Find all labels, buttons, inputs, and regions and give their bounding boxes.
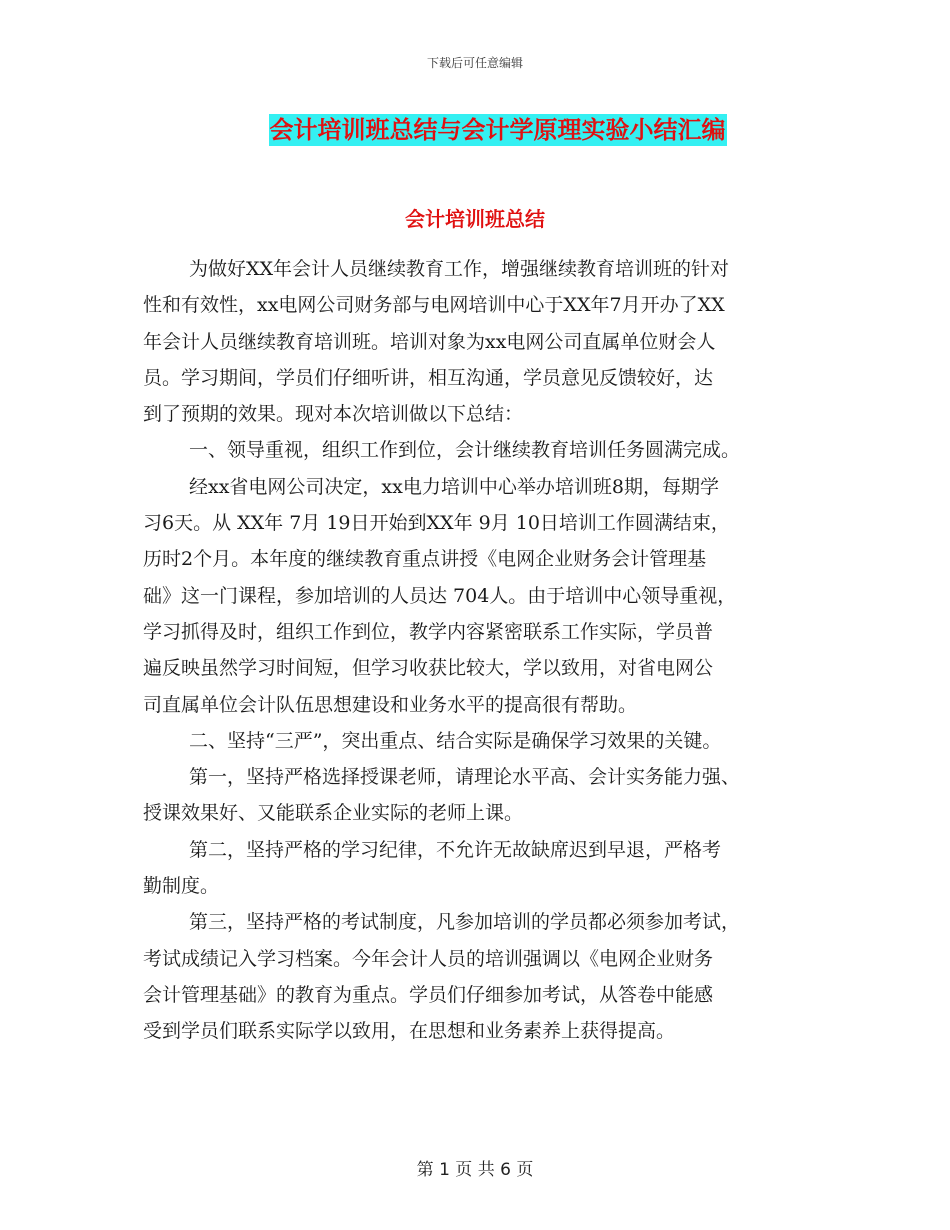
paragraph-line: 年会计人员继续教育培训班。培训对象为xx电网公司直属单位财会人 <box>143 330 716 353</box>
main-title-container <box>0 114 950 146</box>
page-footer: 第 1 页 共 6 页 <box>416 1160 534 1180</box>
paragraph-line: 历时2个月。本年度的继续教育重点讲授《电网企业财务会计管理基 <box>143 548 707 571</box>
paragraph-line: 一、领导重视，组织工作到位，会计继续教育培训任务圆满完成。 <box>189 439 741 462</box>
paragraph-line: 考试成绩记入学习档案。今年会计人员的培训强调以《电网企业财务 <box>143 947 714 970</box>
paragraph-line: 勤制度。 <box>143 875 220 898</box>
paragraph-line: 二、坚持“三严”，突出重点、结合实际是确保学习效果的关键。 <box>189 729 722 752</box>
paragraph-line: 础》这一门课程，参加培训的人员达 704人。由于培训中心领导重视， <box>143 584 737 607</box>
paragraph-line: 第二，坚持严格的学习纪律，不允许无故缺席迟到早退，严格考 <box>189 838 722 861</box>
paragraph-line: 会计管理基础》的教育为重点。学员们仔细参加考试，从答卷中能感 <box>143 983 714 1006</box>
paragraph-line: 授课效果好、又能联系企业实际的老师上课。 <box>143 802 524 825</box>
main-title: 会计培训班总结与会计学原理实验小结汇编 <box>269 116 726 144</box>
paragraph-line: 经xx省电网公司决定，xx电力培训中心举办培训班8期，每期学 <box>189 475 719 498</box>
paragraph-line: 为做好XX年会计人员继续教育工作，增强继续教育培训班的针对 <box>189 258 730 280</box>
paragraph-line: 第一，坚持严格选择授课老师，请理论水平高、会计实务能力强、 <box>189 766 741 789</box>
paragraph-line: 第三，坚持严格的考试制度，凡参加培训的学员都必须参加考试， <box>189 911 741 934</box>
paragraph-line: 到了预期的效果。现对本次培训做以下总结： <box>143 403 524 426</box>
paragraph-line: 遍反映虽然学习时间短，但学习收获比较大，学以致用，对省电网公 <box>143 657 714 680</box>
paragraph-line: 员。学习期间，学员们仔细听讲，相互沟通，学员意见反馈较好，达 <box>143 366 714 389</box>
header-note: 下载后可任意编辑 <box>426 56 523 70</box>
paragraph-line: 习6天。从 XX年 7月 19日开始到XX年 9月 10日培训工作圆满结束， <box>143 512 730 535</box>
paragraph-line: 性和有效性，xx电网公司财务部与电网培训中心于XX年7月开办了XX <box>143 294 725 317</box>
section-title: 会计培训班总结 <box>405 207 545 231</box>
paragraph-line: 司直属单位会计队伍思想建设和业务水平的提高很有帮助。 <box>143 693 638 716</box>
document-body <box>143 251 811 1050</box>
paragraph-line: 受到学员们联系实际学以致用，在思想和业务素养上获得提高。 <box>143 1020 676 1043</box>
paragraph-line: 学习抓得及时，组织工作到位，教学内容紧密联系工作实际，学员普 <box>143 620 714 643</box>
